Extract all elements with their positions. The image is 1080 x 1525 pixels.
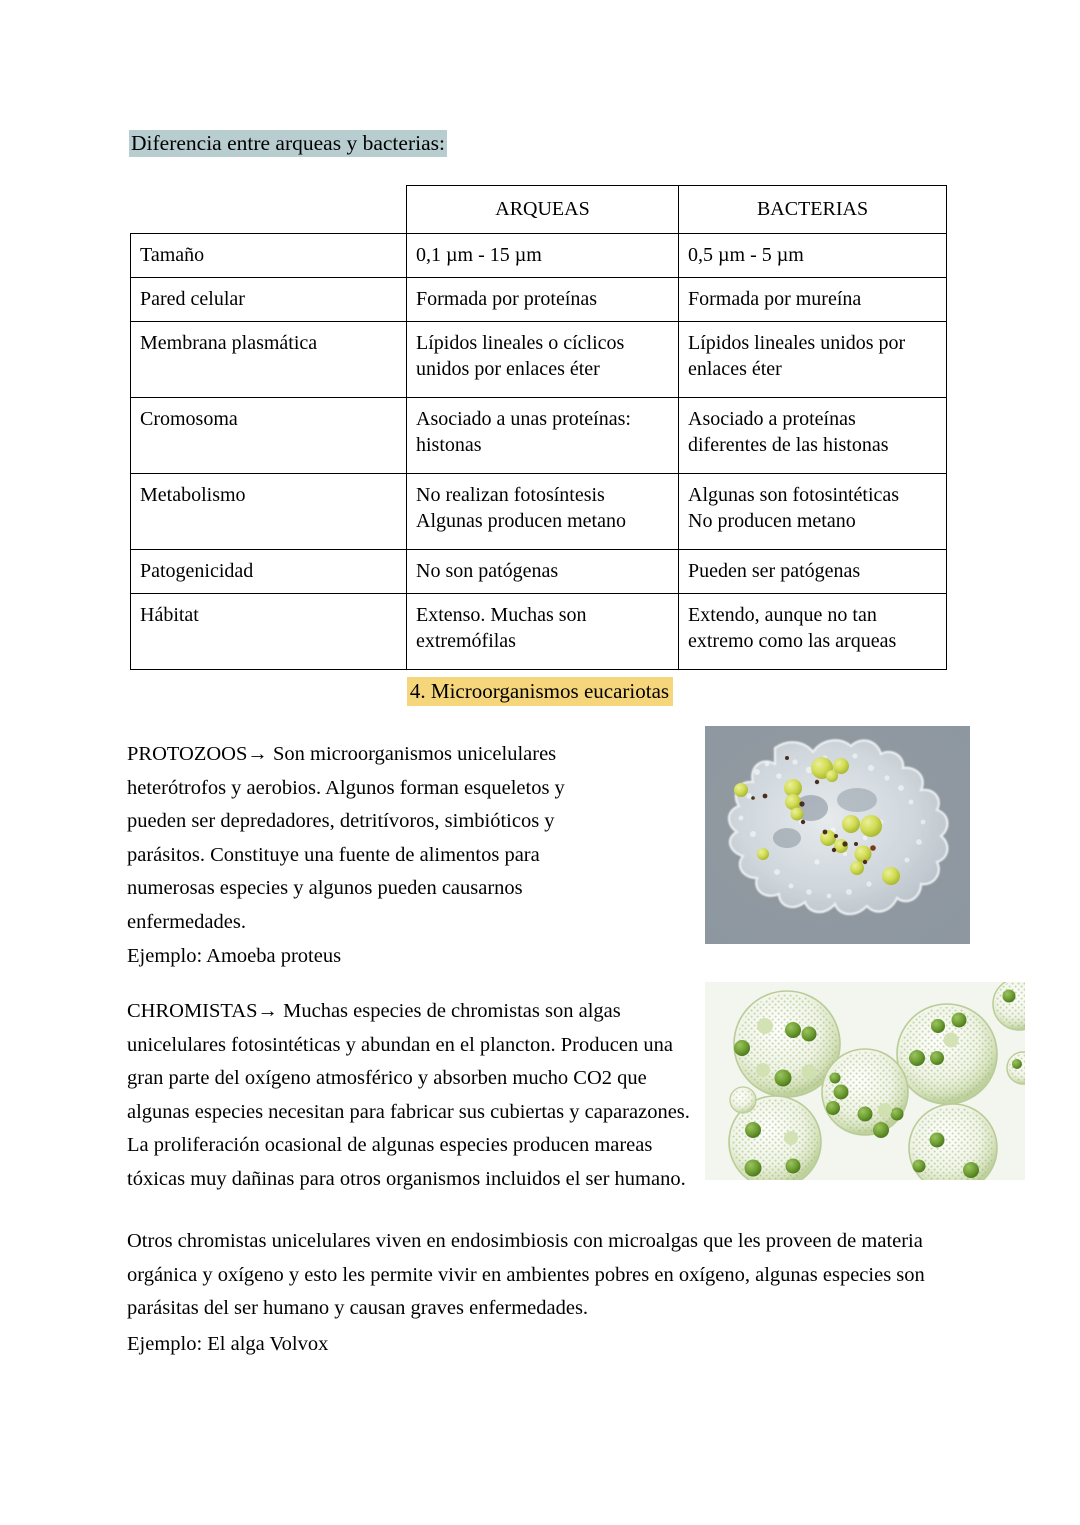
example-amoeba-proteus: Ejemplo: Amoeba proteus xyxy=(127,945,342,967)
page-title xyxy=(129,130,447,157)
column-header-bacterias: BACTERIAS xyxy=(679,186,947,234)
row-label-tamano: Tamaño xyxy=(131,234,407,278)
row-label-patogenicidad: Patogenicidad xyxy=(131,550,407,594)
row-label-membrana-plasmatica: Membrana plasmática xyxy=(131,322,407,398)
column-header-arqueas: ARQUEAS xyxy=(407,186,679,234)
section-heading xyxy=(0,678,1080,705)
cell-bacterias-patogenicidad: Pueden ser patógenas xyxy=(679,550,947,594)
cell-arqueas-patogenicidad: No son patógenas xyxy=(407,550,679,594)
cell-bacterias-pared-celular: Formada por mureína xyxy=(679,278,947,322)
row-label-pared-celular: Pared celular xyxy=(131,278,407,322)
table-row xyxy=(131,594,947,670)
table-row xyxy=(131,474,947,550)
table-row xyxy=(131,278,947,322)
cell-arqueas-tamano: 0,1 µm - 15 µm xyxy=(407,234,679,278)
cell-arqueas-habitat: Extenso. Muchas son extremófilas xyxy=(407,594,679,670)
table-row xyxy=(131,322,947,398)
cell-arqueas-metabolismo: No realizan fotosíntesis Algunas producen metano xyxy=(407,474,679,550)
example-alga-volvox: Ejemplo: El alga Volvox xyxy=(127,1333,329,1355)
volvox-illustration xyxy=(705,982,1025,1180)
amoeba-illustration xyxy=(705,726,970,944)
comparison-table xyxy=(130,185,947,670)
table-row xyxy=(131,550,947,594)
cell-bacterias-membrana-plasmatica: Lípidos lineales unidos por enlaces éter xyxy=(679,322,947,398)
table-corner-empty xyxy=(131,186,407,234)
cell-arqueas-pared-celular: Formada por proteínas xyxy=(407,278,679,322)
paragraph-protozoos: PROTOZOOS→ Son microorganismos unicelulares heterótrofos y aerobios. Algunos forman esqueletos y pueden ser depredadores, detritívoros, simbióticos y parásitos. Constituye una fuente de alimentos para numerosas especies y algunos pueden causarnos enfermedades. xyxy=(127,743,565,933)
paragraph-otros-chromistas: Otros chromistas unicelulares viven en endosimbiosis con microalgas que les proveen de materia orgánica y oxígeno y esto les permite vivir en ambientes pobres en oxígeno, algunas especies son parásitas del ser humano y causan graves enfermedades. xyxy=(127,1230,925,1319)
row-label-cromosoma: Cromosoma xyxy=(131,398,407,474)
row-label-habitat: Hábitat xyxy=(131,594,407,670)
row-label-metabolismo: Metabolismo xyxy=(131,474,407,550)
table-row xyxy=(131,234,947,278)
cell-bacterias-cromosoma: Asociado a proteínas diferentes de las histonas xyxy=(679,398,947,474)
paragraph-chromistas: CHROMISTAS→ Muchas especies de chromistas son algas unicelulares fotosintéticas y abundan en el plancton. Producen una gran parte del oxígeno atmosférico y absorben mucho CO2 que algunas especies necesitan para fabricar sus cubiertas y caparazones. La proliferación ocasional de algunas especies producen mareas tóxicas muy dañinas para otros organismos incluidos el ser humano. xyxy=(127,1000,690,1190)
cell-bacterias-metabolismo: Algunas son fotosintéticas No producen metano xyxy=(679,474,947,550)
figure-volvox-colonies xyxy=(705,982,1025,1180)
section-heading-text: 4. Microorganismos eucariotas xyxy=(407,677,673,706)
page-title-text: Diferencia entre arqueas y bacterias: xyxy=(131,131,445,155)
cell-bacterias-habitat: Extendo, aunque no tan extremo como las arqueas xyxy=(679,594,947,670)
table-header-row xyxy=(131,186,947,234)
cell-bacterias-tamano: 0,5 µm - 5 µm xyxy=(679,234,947,278)
cell-arqueas-membrana-plasmatica: Lípidos lineales o cíclicos unidos por enlaces éter xyxy=(407,322,679,398)
cell-arqueas-cromosoma: Asociado a unas proteínas: histonas xyxy=(407,398,679,474)
table-row xyxy=(131,398,947,474)
figure-amoeba-proteus xyxy=(705,726,970,944)
